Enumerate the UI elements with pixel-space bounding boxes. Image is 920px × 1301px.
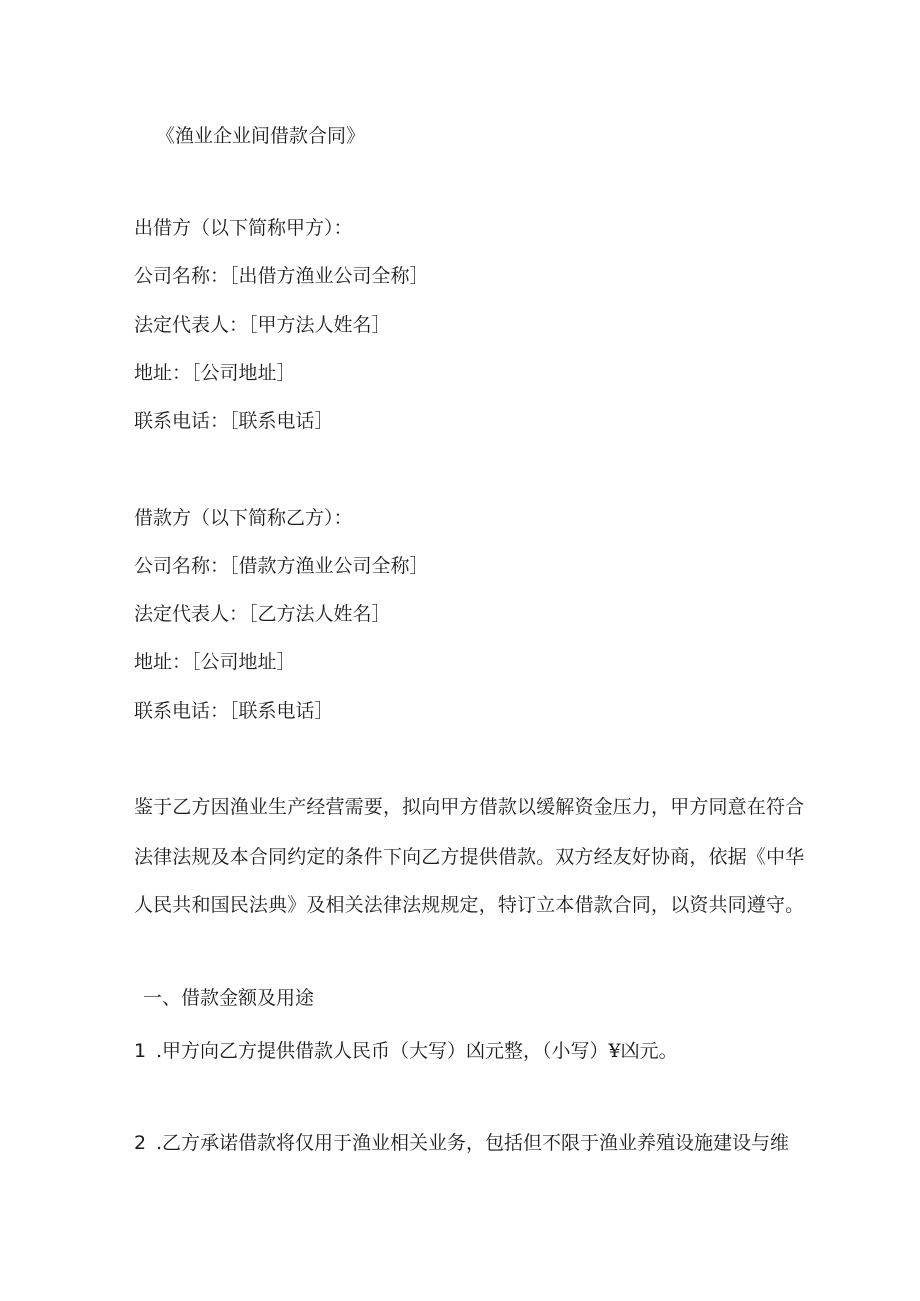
preamble-line: 法律法规及本合同约定的条件下向乙方提供借款。双方经友好协商，依据《中华	[134, 846, 805, 868]
borrower-phone: 联系电话：［联系电话］	[134, 700, 334, 722]
contract-title: 《渔业企业间借款合同》	[156, 125, 366, 147]
borrower-legal-rep: 法定代表人：［乙方法人姓名］	[134, 603, 391, 625]
clause-number: 1	[134, 1040, 147, 1062]
lender-phone: 联系电话：［联系电话］	[134, 410, 334, 432]
clause-item	[134, 1131, 789, 1155]
clause-text: .乙方承诺借款将仅用于渔业相关业务，包括但不限于渔业养殖设施建设与维	[156, 1132, 790, 1154]
clause-item	[134, 1039, 678, 1063]
borrower-company-name: 公司名称：［借款方渔业公司全称］	[134, 555, 429, 577]
lender-company-name: 公司名称：［出借方渔业公司全称］	[134, 265, 429, 287]
borrower-address: 地址：［公司地址］	[134, 651, 296, 673]
clause-number: 2	[134, 1132, 147, 1154]
lender-heading: 出借方（以下简称甲方）：	[134, 217, 353, 239]
borrower-heading: 借款方（以下简称乙方）：	[134, 507, 353, 529]
lender-legal-rep: 法定代表人：［甲方法人姓名］	[134, 314, 391, 336]
clause-text: .甲方向乙方提供借款人民币（大写）凶元整，（小写）¥凶元。	[156, 1040, 678, 1062]
preamble-line: 人民共和国民法典》及相关法律法规规定，特订立本借款合同，以资共同遵守。	[134, 894, 805, 916]
section-heading: 一、借款金额及用途	[143, 987, 315, 1009]
lender-address: 地址：［公司地址］	[134, 362, 296, 384]
preamble-line: 鉴于乙方因渔业生产经营需要，拟向甲方借款以缓解资金压力，甲方同意在符合	[134, 796, 805, 818]
